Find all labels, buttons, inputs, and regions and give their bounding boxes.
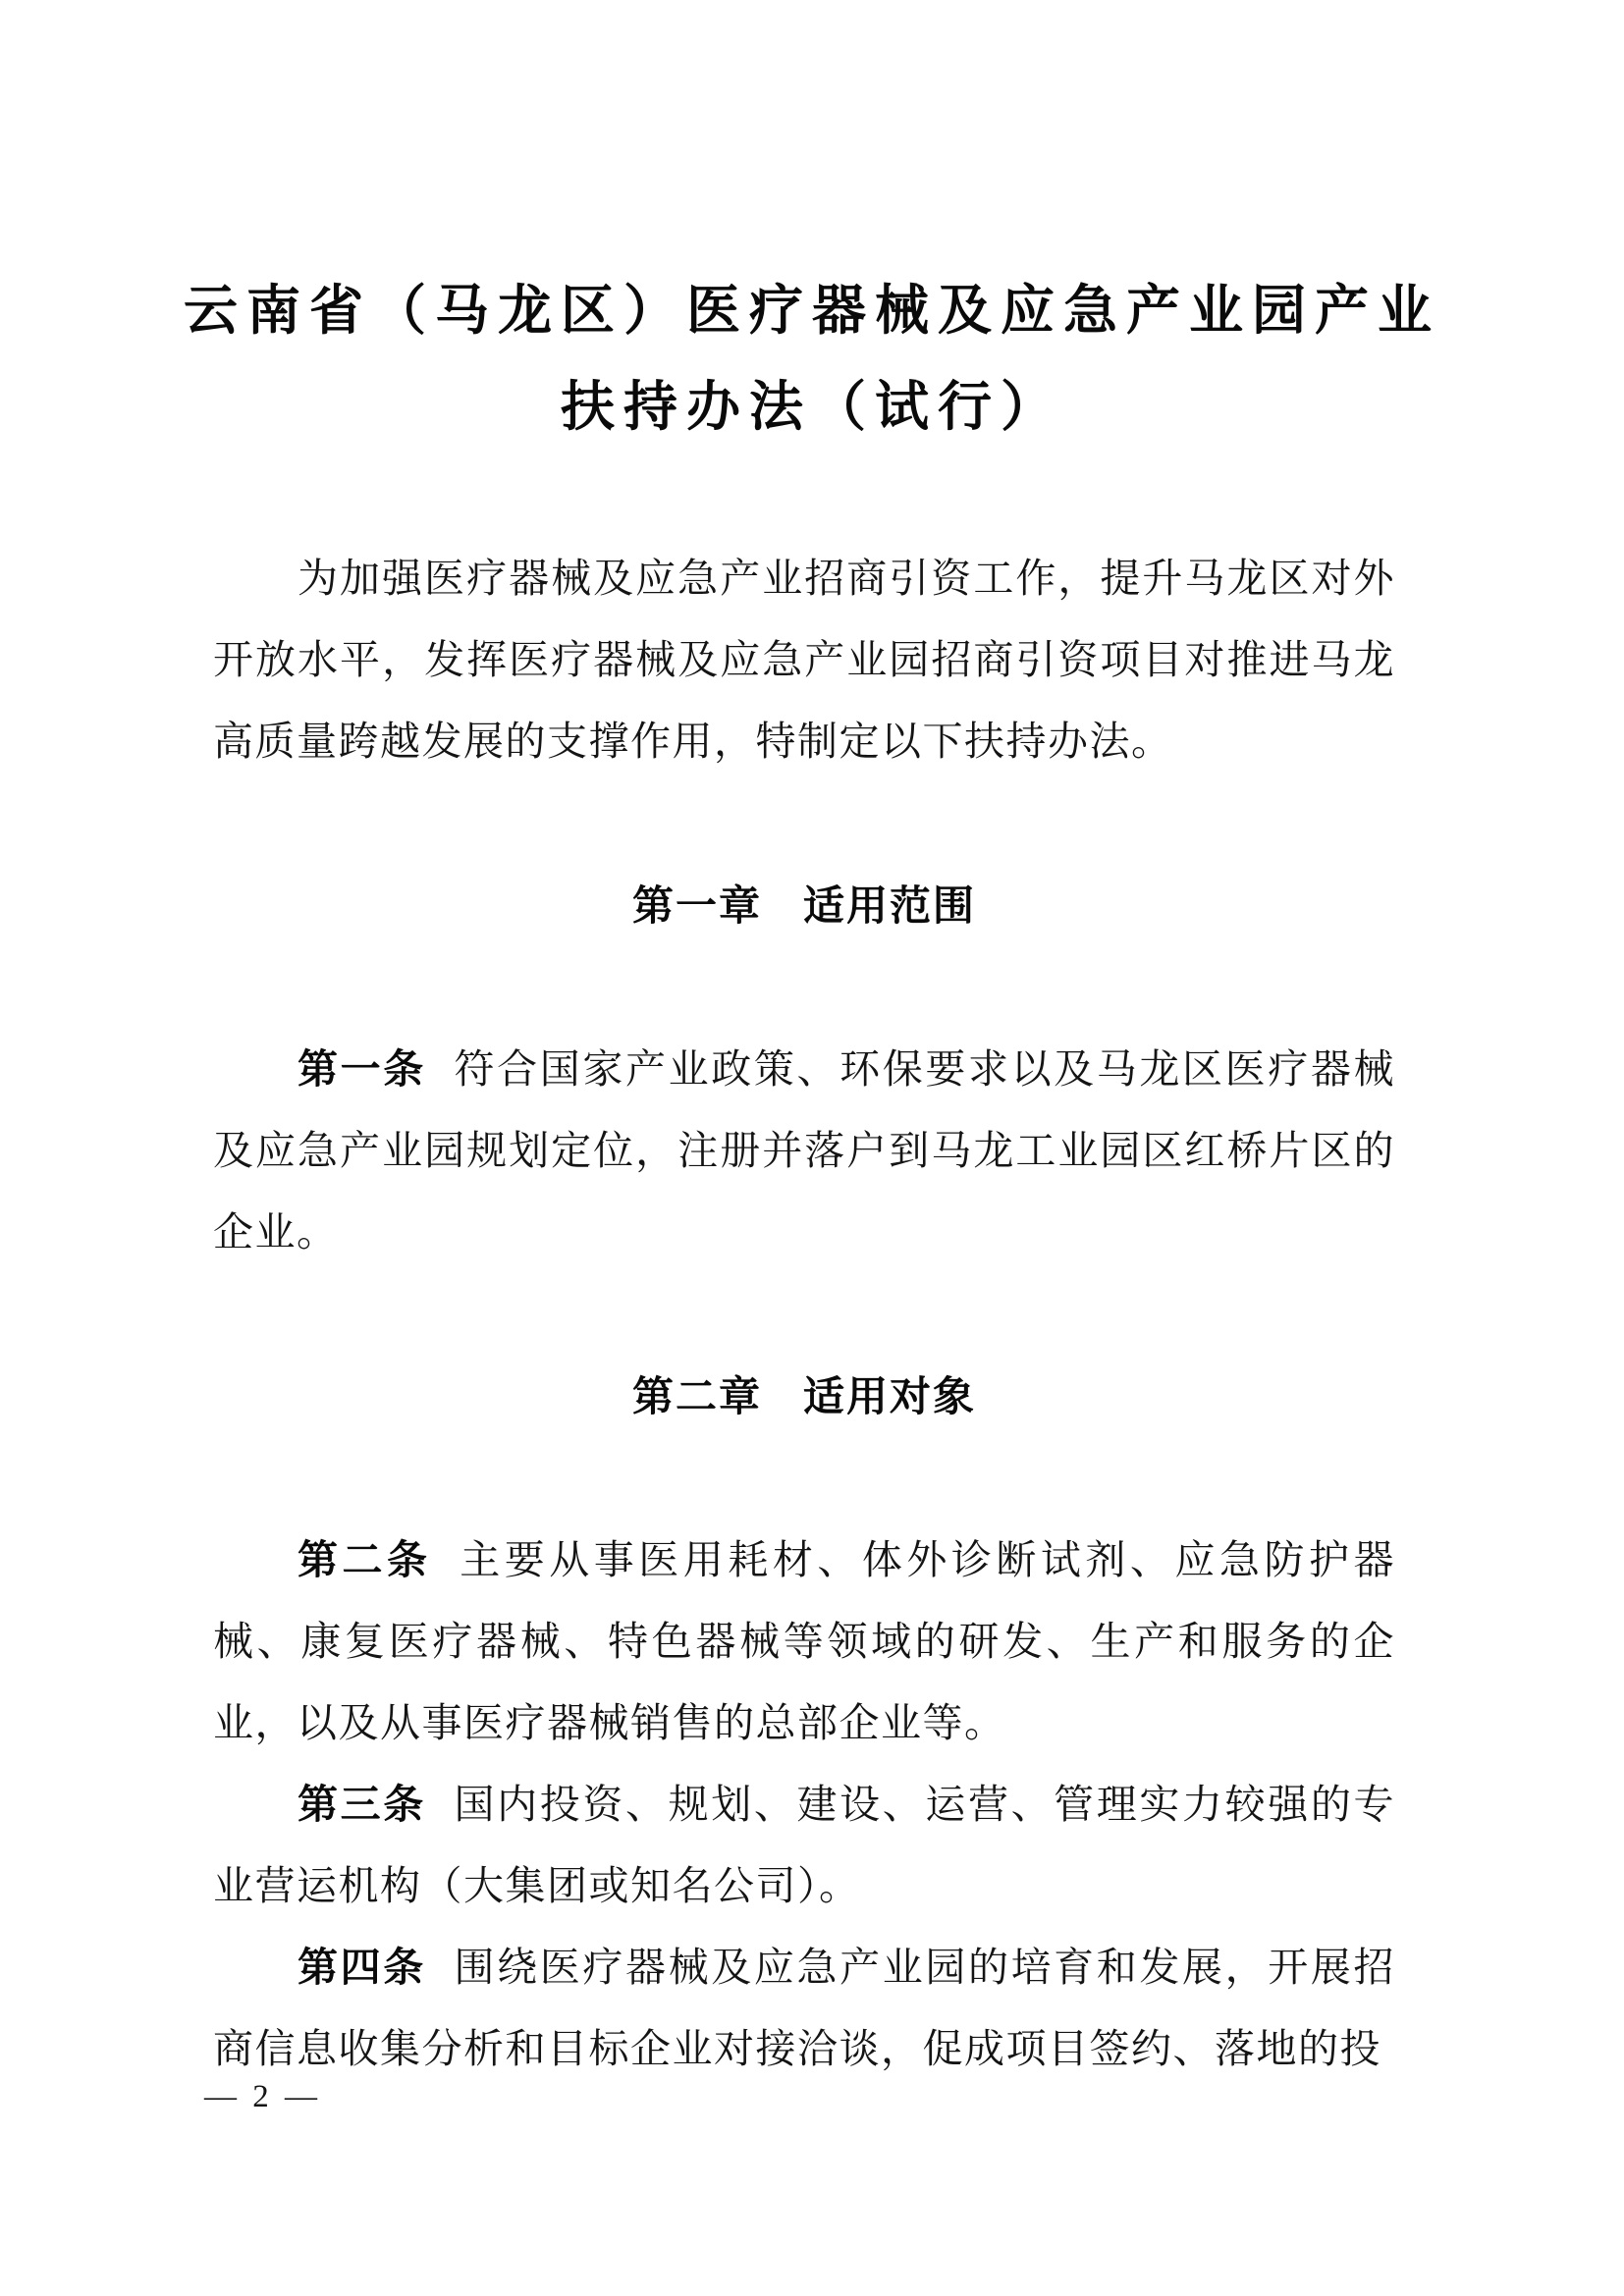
title-line-2: 扶持办法（试行） <box>560 377 1063 437</box>
article-2-paragraph <box>213 1520 1395 1764</box>
article-1-label: 第一条 <box>298 1046 426 1092</box>
article-4-paragraph <box>213 1927 1395 2090</box>
chapter-2-heading <box>213 1356 1395 1437</box>
chapter-2-title: 适用对象 <box>803 1373 977 1419</box>
chapter-1-heading <box>213 865 1395 946</box>
page-number: — 2 — <box>204 2079 321 2114</box>
document-body <box>213 538 1395 2090</box>
intro-paragraph: 为加强医疗器械及应急产业招商引资工作，提升马龙区对外开放水平，发挥医疗器械及应急产业园招商引资项目对推进马龙高质量跨越发展的支撑作用，特制定以下扶持办法。 <box>213 556 1395 764</box>
article-3-label: 第三条 <box>298 1782 426 1827</box>
article-2-text: 主要从事医用耗材、体外诊断试剂、应急防护器械、康复医疗器械、特色器械等领域的研发、生产和服务的企业，以及从事医疗器械销售的总部企业等。 <box>213 1537 1396 1745</box>
article-2-label: 第二条 <box>298 1537 432 1582</box>
article-4-label: 第四条 <box>298 1945 426 1990</box>
chapter-1-number: 第一章 <box>631 882 762 929</box>
document-title <box>0 263 1624 455</box>
article-3-text: 国内投资、规划、建设、运营、管理实力较强的专业营运机构（大集团或知名公司）。 <box>213 1782 1396 1908</box>
article-1-paragraph <box>213 1029 1395 1273</box>
article-1-text: 符合国家产业政策、环保要求以及马龙区医疗器械及应急产业园规划定位，注册并落户到马龙工业园区红桥片区的企业。 <box>213 1046 1396 1255</box>
title-line-1: 云南省（马龙区）医疗器械及应急产业园产业 <box>183 281 1440 341</box>
article-3-paragraph <box>213 1764 1395 1927</box>
chapter-2-number: 第二章 <box>631 1373 762 1419</box>
chapter-1-title: 适用范围 <box>803 882 977 929</box>
article-4-text: 围绕医疗器械及应急产业园的培育和发展，开展招商信息收集分析和目标企业对接洽谈，促成项目签约、落地的投 <box>213 1945 1396 2071</box>
